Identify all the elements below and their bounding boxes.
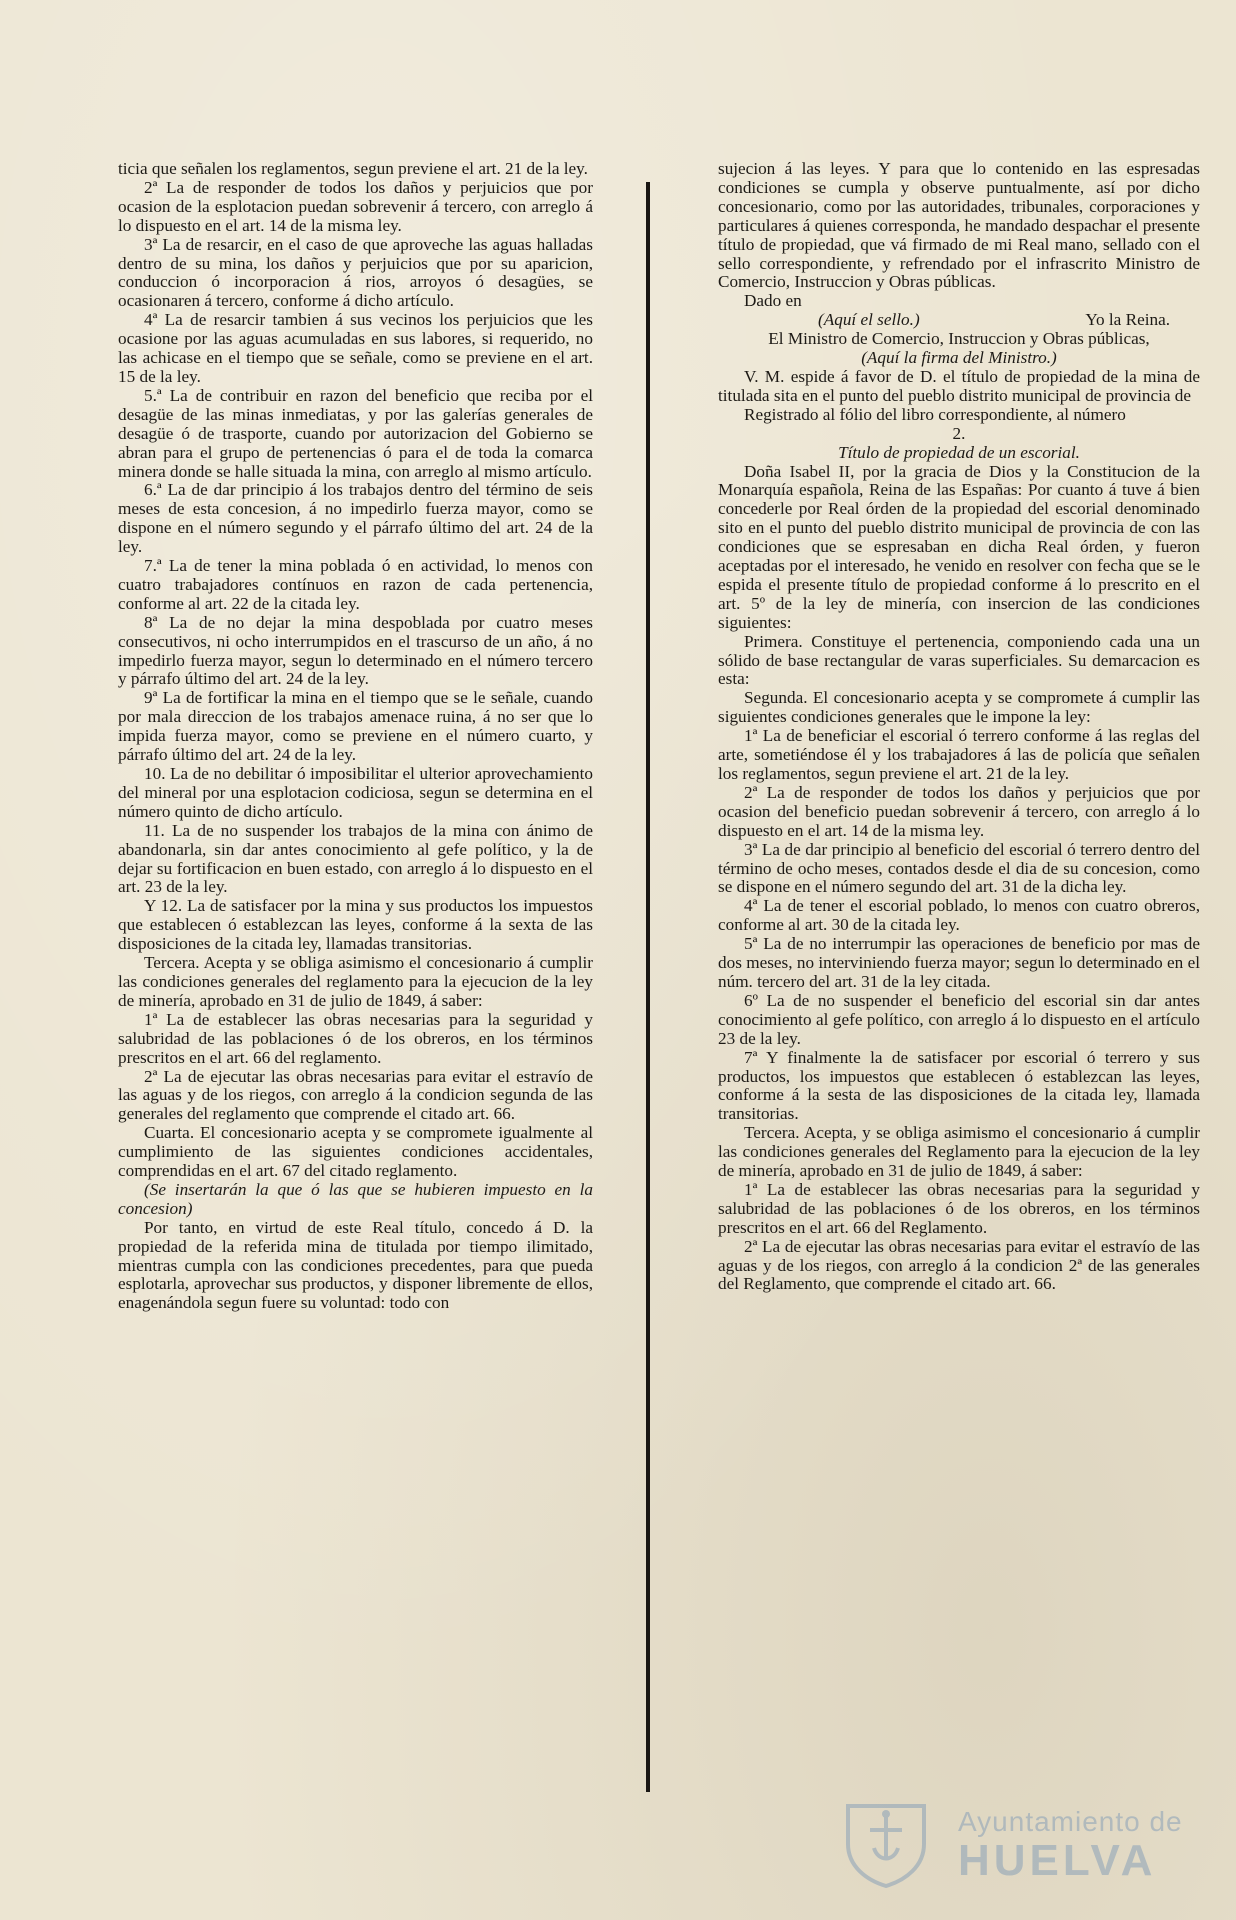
paragraph: 2ª La de responder de todos los daños y perjuicios que por ocasion del beneficio puedan sobrevenir á tercero, con arreglo á lo dispuesto en el art. 14 de la misma ley. [718, 782, 1200, 840]
archive-watermark [840, 1800, 1183, 1890]
paragraph: 1ª La de establecer las obras necesarias para la seguridad y salubridad de las poblaciones ó de los obreros, en los términos prescritos en el art. 66 del Reglamento. [718, 1179, 1200, 1237]
paragraph: V. M. espide á favor de D. el título de propiedad de la mina de titulada sita en el punto del pueblo distrito municipal de provincia de [718, 366, 1200, 405]
paragraph: 4ª La de tener el escorial poblado, lo menos con cuatro obreros, conforme al art. 30 de la citada ley. [718, 896, 1200, 935]
paragraph: 5.ª La de contribuir en razon del beneficio que reciba por el desagüe de las minas inmediatas, y por las galerías generales de desagüe ó de trasporte, cuando por autorizacion del Gobierno se abran para el grupo de pertenencias ó para el de toda la comarca minera donde se halle situada la mina, con arreglo al mismo artículo. [118, 385, 593, 481]
paragraph: Primera. Constituye el pertenencia, componiendo cada una un sólido de base rectangular de varas superficiales. Su demarcacion es esta: [718, 631, 1200, 689]
paragraph: 2. [952, 423, 966, 443]
paragraph: El Ministro de Comercio, Instruccion y Obras públicas, [768, 329, 1150, 349]
paragraph: ticia que señalen los reglamentos, segun previene el art. 21 de la ley. [118, 159, 588, 178]
paragraph: Tercera. Acepta, y se obliga asimismo el concesionario á cumplir las condiciones generales del Reglamento para la ejecucion de la ley de minería, aprobado en 31 de julio de 1849, á saber: [718, 1123, 1200, 1181]
paragraph: sujecion á las leyes. Y para que lo contenido en las espresadas condiciones se cumpla y observe puntualmente, así por dicho concesionario, como por las autoridades, tribunales, corporaciones y particulares á quienes corresponda, he mandado despachar el presente título de propiedad, que vá firmado de mi Real mano, sellado con el sello correspondiente, y refrendado por el infrascrito Ministro de Comercio, Instruccion y Obras públicas. [718, 159, 1200, 292]
paragraph: 1ª La de establecer las obras necesarias para la seguridad y salubridad de las poblaciones ó de los obreros, en los términos prescritos en el art. 66 del reglamento. [118, 1009, 593, 1067]
paragraph: 4ª La de resarcir tambien á sus vecinos los perjuicios que les ocasione por las aguas acumuladas en sus labores, si requerido, no las achicase en el tiempo que se señale, como se previene en el art. 15 de la ley. [118, 310, 593, 386]
paragraph: 3ª La de resarcir, en el caso de que aproveche las aguas halladas dentro de su mina, los daños y perjuicios que por su aparicion, conduccion ó incorporacion á rios, arroyos ó desagües, se ocasionaren á tercero, conforme á dicho artículo. [118, 234, 593, 311]
seal-placeholder: (Aquí el sello.) [818, 310, 920, 330]
paragraph: 8ª La de no dejar la mina despoblada por cuatro meses consecutivos, ni ocho interrumpidos en el trascurso de un año, á no impedirlo fuerza mayor, segun lo determinado en el número tercero y párrafo último del art. 24 de la ley. [118, 612, 593, 689]
paragraph: Registrado al fólio del libro correspondiente, al número [744, 404, 1126, 424]
paragraph: 6º La de no suspender el beneficio del escorial sin dar antes conocimiento al gefe político, con arreglo á lo dispuesto en el artículo 23 de la ley. [718, 990, 1200, 1048]
paragraph: 2ª La de responder de todos los daños y perjuicios que por ocasion de la esplotacion puedan sobrevenir á tercero, con arreglo á lo dispuesto en el art. 14 de la misma ley. [118, 177, 593, 235]
paragraph: 6.ª La de dar principio á los trabajos dentro del término de seis meses de esta concesion, á no impedirlo fuerza mayor, como se dispone en el número segundo y el párrafo último del art. 24 de la ley. [118, 480, 593, 557]
paragraph: 7ª Y finalmente la de satisfacer por escorial ó terrero y sus productos, los impuestos que establecen ó establezcan las leyes, conforme á la sesta de las disposiciones de la citada ley, llamada transitorias. [718, 1047, 1200, 1124]
paragraph: Título de propiedad de un escorial. [838, 442, 1080, 462]
paragraph: Y 12. La de satisfacer por la mina y sus productos los impuestos que establecen ó establezcan las leyes, conforme á la sexta de las disposiciones de la citada ley, llamadas transitorias. [118, 896, 593, 954]
right-column [718, 160, 1200, 1294]
paragraph: 7.ª La de tener la mina poblada ó en actividad, lo menos con cuatro trabajadores contínuos en razon de cada pertenencia, conforme al art. 22 de la citada ley. [118, 556, 593, 613]
paragraph: Segunda. El concesionario acepta y se compromete á cumplir las siguientes condiciones generales que le impone la ley: [718, 688, 1200, 727]
paragraph: 10. La de no debilitar ó imposibilitar el ulterior aprovechamiento del mineral por una esplotacion codiciosa, segun se determina en el número quinto de dicho artículo. [118, 764, 593, 821]
watermark-line-1: Ayuntamiento de [958, 1806, 1183, 1837]
paragraph: Cuarta. El concesionario acepta y se compromete igualmente al cumplimiento de las siguientes condiciones accidentales, comprendidas en el art. 67 del citado reglamento. [118, 1123, 593, 1181]
left-column [118, 160, 593, 1313]
queen-signature-line: Yo la Reina. [1085, 310, 1170, 330]
paragraph: 3ª La de dar principio al beneficio del escorial ó terrero dentro del término de ocho meses, contados desde el dia de su concesion, como se dispone en el número segundo del art. 31 de la dicha ley. [718, 839, 1200, 897]
watermark-line-2: HUELVA [958, 1836, 1157, 1885]
paragraph: 9ª La de fortificar la mina en el tiempo que se le señale, cuando por mala direccion de los trabajos amenace ruina, á no ser que lo impida fuerza mayor, como se previene en el número cuarto, y párrafo último del art. 24 de la ley. [118, 688, 593, 765]
paragraph: Tercera. Acepta y se obliga asimismo el concesionario á cumplir las condiciones generales del reglamento para la ejecucion de la ley de minería, aprobado en 31 de julio de 1849, á saber: [118, 953, 593, 1010]
paragraph: (Se insertarán la que ó las que se hubieren impuesto en la concesion) [118, 1179, 593, 1218]
paragraph: Dado en [744, 291, 802, 311]
paragraph: 1ª La de beneficiar el escorial ó terrero conforme á las reglas del arte, sometiéndose él y los trabajadores á las de policía que señalen los reglamentos, segun previene el art. 21 de la ley. [718, 726, 1200, 783]
paragraph: 5ª La de no interrumpir las operaciones de beneficio por mas de dos meses, no interviniendo fuerza mayor; segun lo determinado en el núm. tercero del art. 31 de la ley citada. [718, 934, 1200, 991]
paragraph: 11. La de no suspender los trabajos de la mina con ánimo de abandonarla, sin dar antes conocimiento al gefe político, y la de dejar su fortificacion en buen estado, con arreglo á lo dispuesto en el art. 23 de la ley. [118, 820, 593, 897]
paragraph: Doña Isabel II, por la gracia de Dios y la Constitucion de la Monarquía española, Reina de las Españas: Por cuanto á tuve á bien concederle por Real órden de la propiedad del escorial denominado sito en el punto del pueblo distrito municipal de provincia de con las condiciones que se espresaban en dicha Real órden, y fueron aceptadas por el interesado, he venido en resolver con fecha que se le espida el presente título de propiedad conforme á lo prescrito en el art. 5º de la ley de minería, con insercion de las condiciones siguientes: [718, 461, 1200, 632]
city-shield-icon [840, 1800, 932, 1888]
seal-line [718, 311, 1200, 330]
column-divider [646, 182, 650, 1792]
paragraph: (Aquí la firma del Ministro.) [861, 348, 1057, 368]
paragraph: Por tanto, en virtud de este Real título, concedo á D. la propiedad de la referida mina de titulada por tiempo ilimitado, mientras cumpla con las condiciones precedentes, para que pueda esplotarla, aprovechar sus productos, y disponer libremente de ellos, enagenándola segun fuere su voluntad: todo con [118, 1217, 593, 1313]
paragraph: 2ª La de ejecutar las obras necesarias para evitar el estravío de las aguas y de los riegos, con arreglo á la condicion segunda de las generales del reglamento que comprende el citado art. 66. [118, 1066, 593, 1124]
paragraph: 2ª La de ejecutar las obras necesarias para evitar el estravío de las aguas y de los riegos, con arreglo á la condicion 2ª de las generales del Reglamento, que comprende el citado art. 66. [718, 1236, 1200, 1294]
